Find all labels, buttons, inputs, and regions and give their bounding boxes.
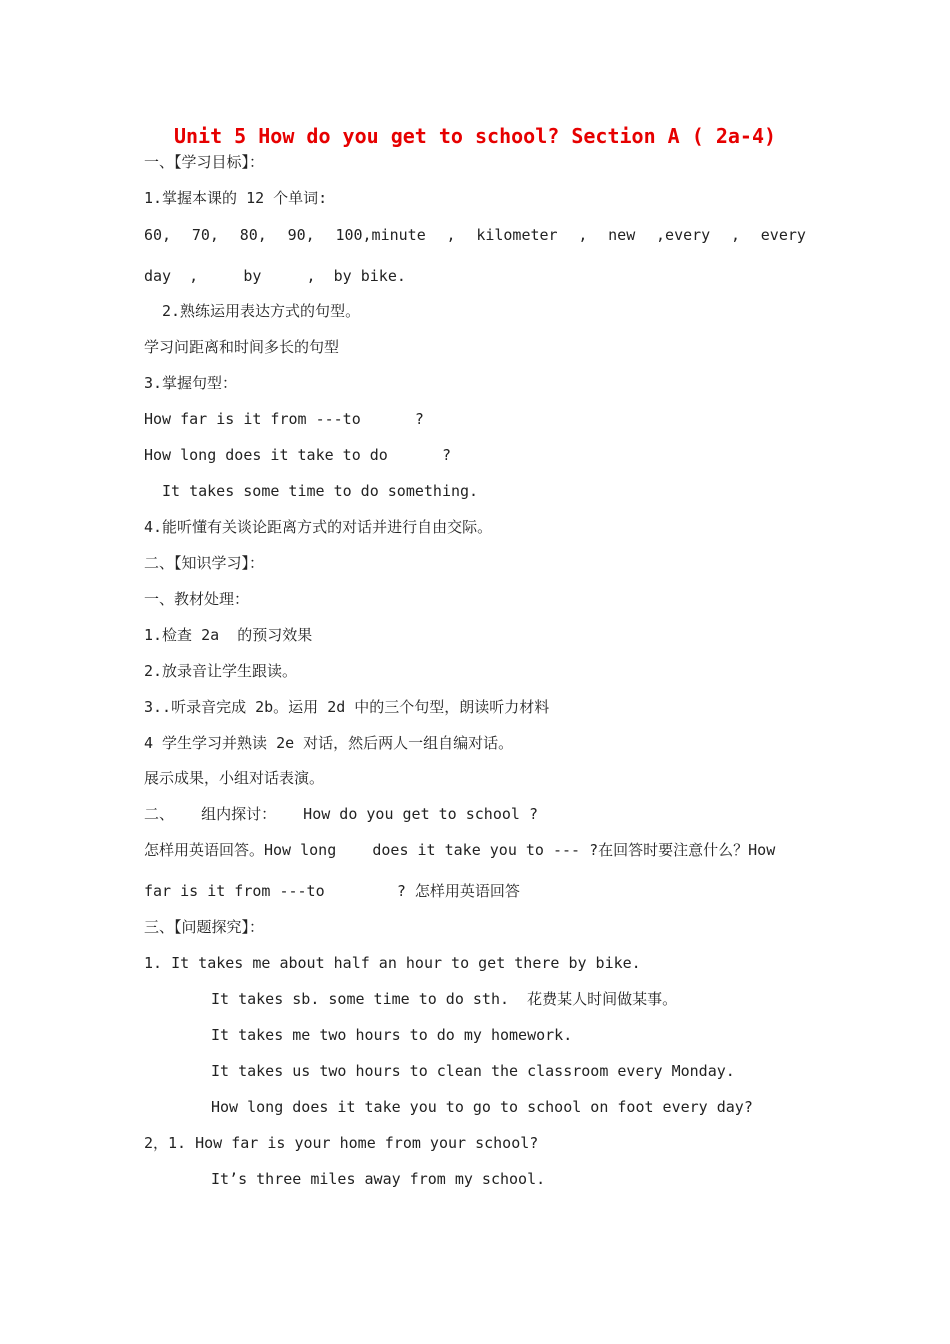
text-line: How long does it take to do ? [144,446,452,464]
text-line: 二、 组内探讨： How do you get to school ? [144,805,538,823]
vocab-item: 90, [287,226,315,244]
text-line: It takes me two hours to do my homework. [211,1026,573,1044]
text-line: 学习问距离和时间多长的句型 [144,338,340,356]
text-line: far is it from ---to ? 怎样用英语回答 [144,882,520,900]
text-line: It takes us two hours to clean the classroom every Monday. [211,1062,735,1080]
text-line: 2.熟练运用表达方式的句型。 [162,302,361,320]
text-line: It’s three miles away from my school. [211,1170,546,1188]
vocab-item: 70, [191,226,219,244]
vocab-item: , [730,226,740,244]
text-line: 展示成果，小组对话表演。 [144,769,325,787]
section-heading-objectives: 一、【学习目标】： [144,153,265,171]
text-line: 3.掌握句型： [144,374,238,392]
vocab-item: kilometer [476,226,558,244]
text-line: How far is it from ---to ? [144,410,424,428]
text-line: It takes some time to do something. [162,482,479,500]
document-title: Unit 5 How do you get to school? Section A ( 2a-4) [173,124,777,148]
vocab-item: , [446,226,456,244]
text-line: 4.能听懂有关谈论距离方式的对话并进行自由交际。 [144,518,493,536]
vocab-item: new [608,226,636,244]
text-line: 1.掌握本课的 12 个单词: [144,189,328,207]
vocab-row [144,225,806,245]
text-line: 1. It takes me about half an hour to get there by bike. [144,954,641,972]
text-line: It takes sb. some time to do sth. 花费某人时间做某事。 [211,990,678,1008]
vocab-item: 80, [239,226,267,244]
vocab-item: , [578,226,588,244]
text-line: day , by , by bike. [144,267,406,285]
text-line: 1.检查 2a 的预习效果 [144,626,313,644]
text-line: 2.放录音让学生跟读。 [144,662,298,680]
section-heading-inquiry: 三、【问题探究】： [144,918,265,936]
vocab-item: 100,minute [335,226,426,244]
text-line: How long does it take you to go to school on foot every day? [211,1098,753,1116]
text-line: 一、教材处理： [144,590,250,608]
text-line: 3..听录音完成 2b。运用 2d 中的三个句型，朗读听力材料 [144,698,550,716]
vocab-item: every [760,226,806,244]
vocab-item: 60, [144,226,172,244]
text-line: 怎样用英语回答。How long does it take you to --- ?在回答时要注意什么？How [144,841,776,859]
section-heading-learning: 二、【知识学习】： [144,554,265,572]
text-line: 2，1. How far is your home from your school? [144,1134,539,1152]
vocab-item: ,every [656,226,711,244]
text-line: 4 学生学习并熟读 2e 对话，然后两人一组自编对话。 [144,734,514,752]
